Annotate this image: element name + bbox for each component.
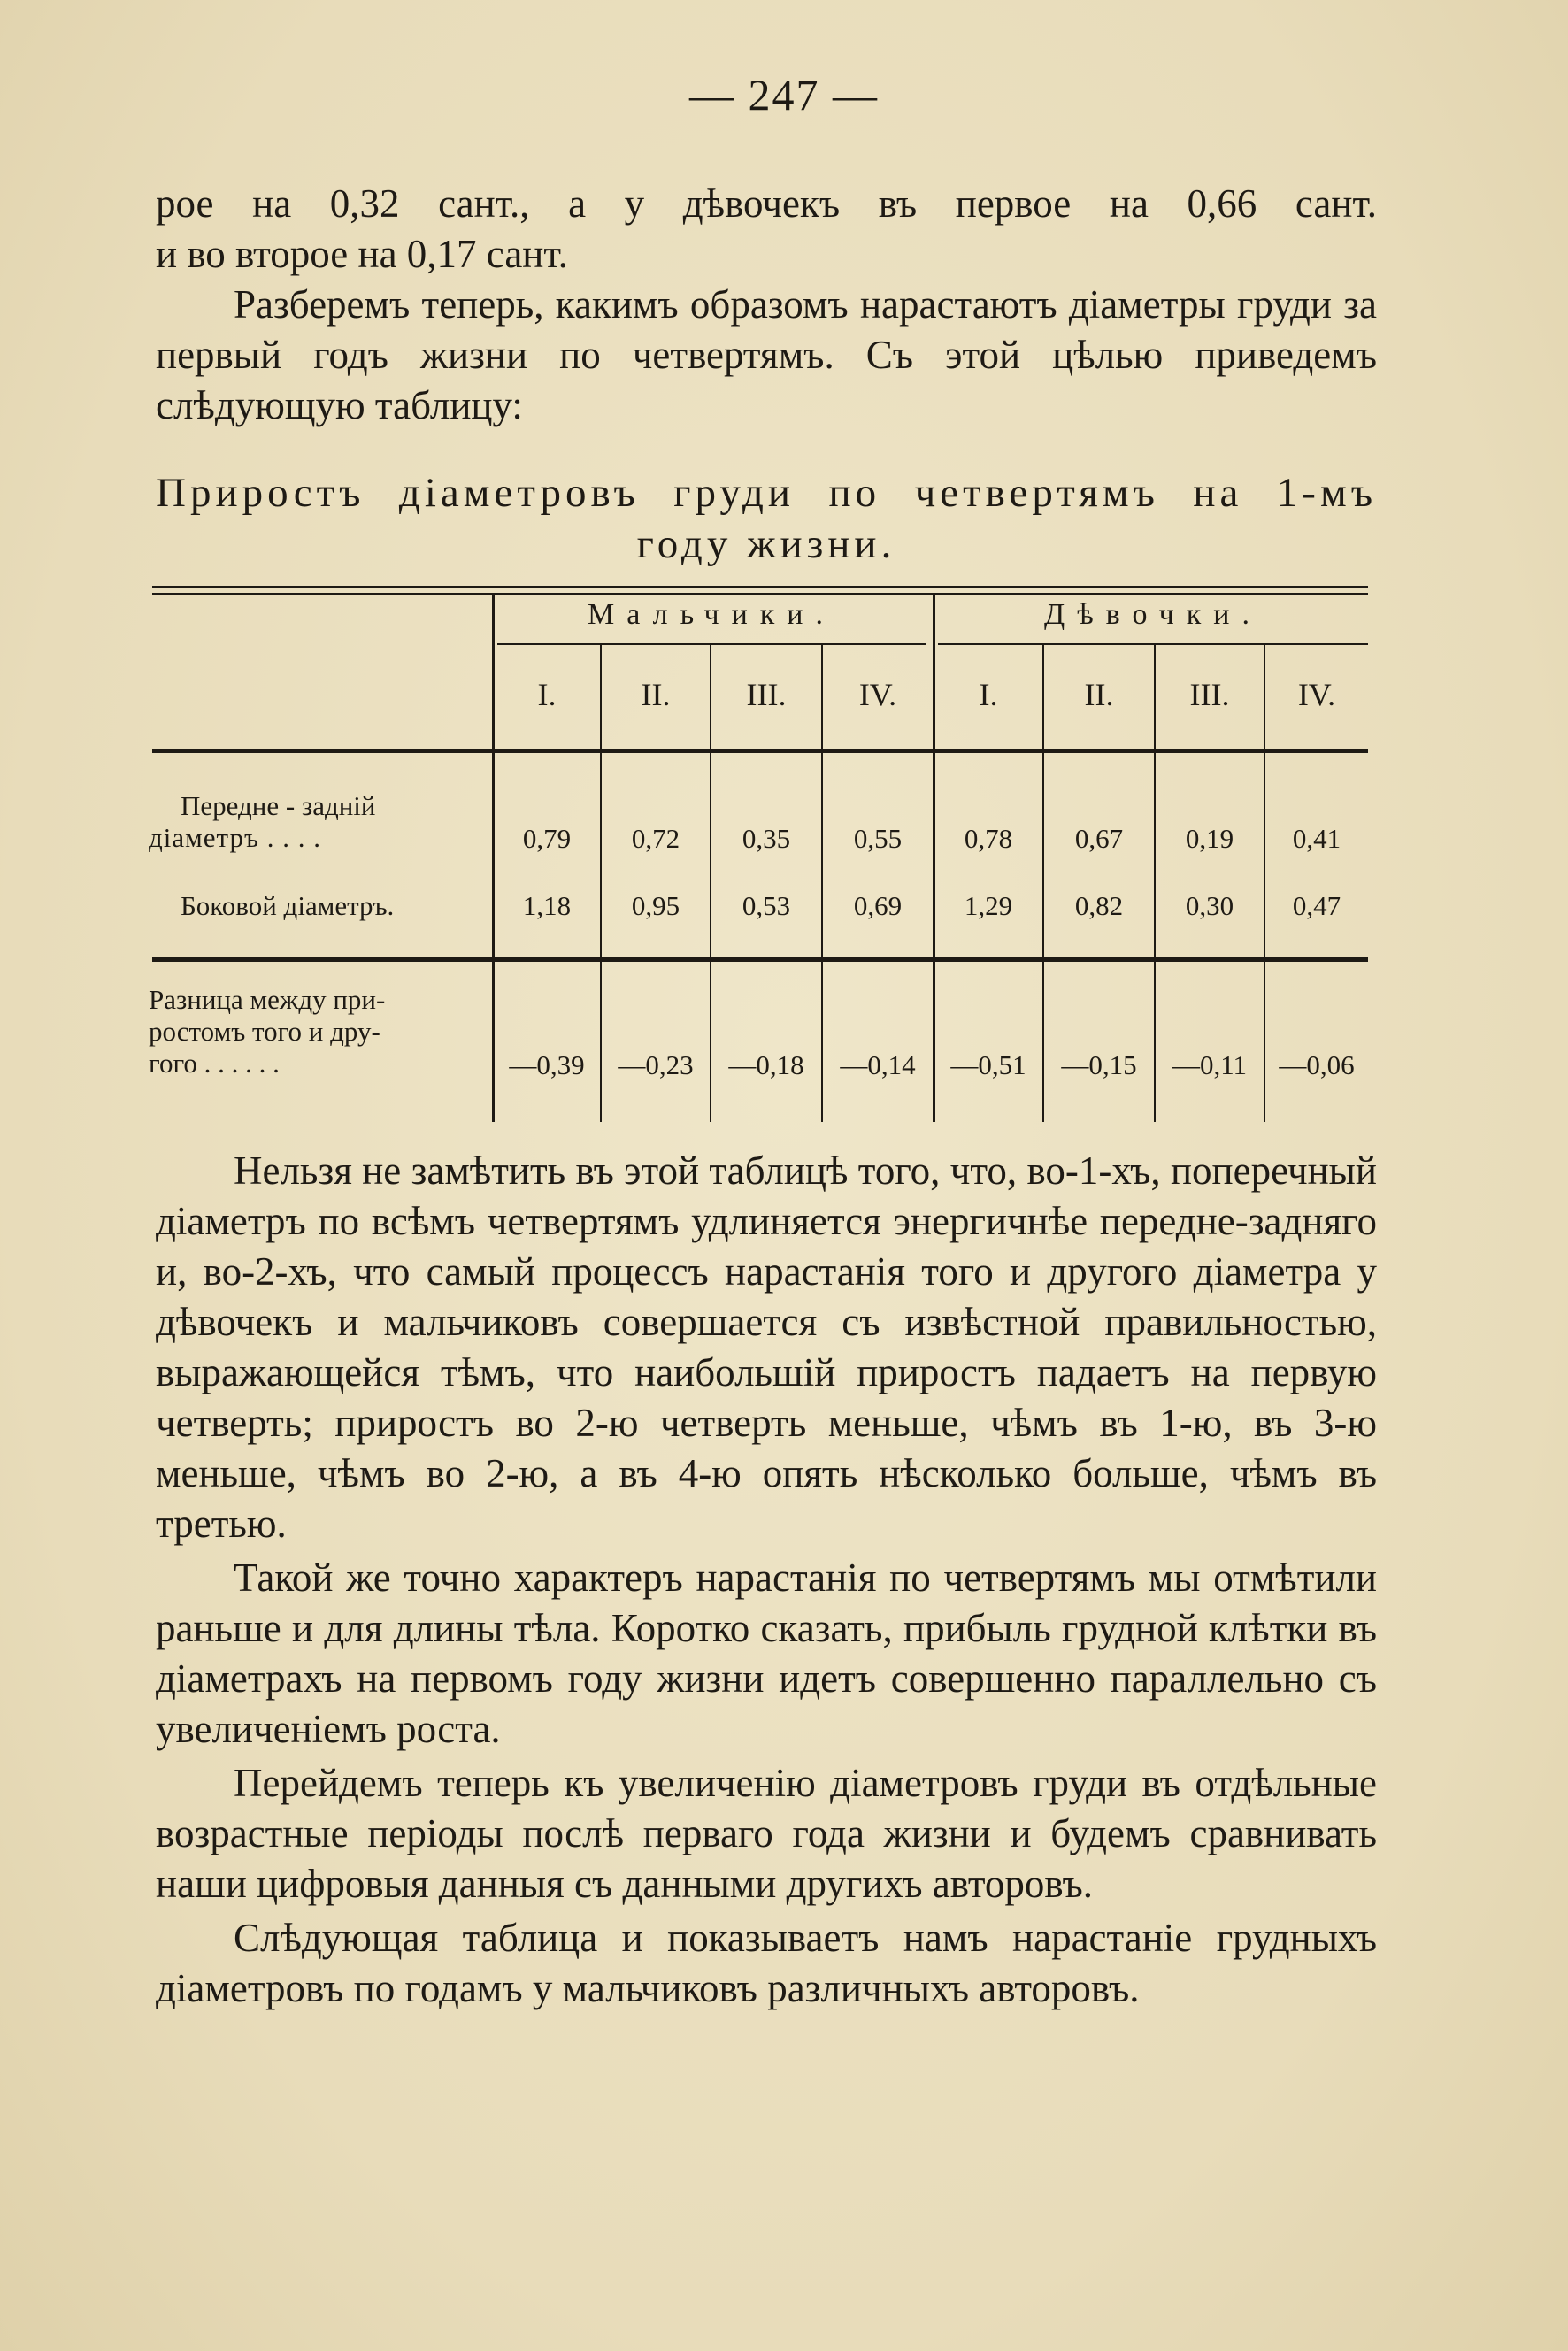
intro-line-2: и во второе на 0,17 сант. [156, 232, 568, 276]
row2-cell: 1,29 [964, 890, 1013, 921]
stub-divider [492, 595, 495, 1122]
row3-cell: —0,23 [618, 1049, 694, 1080]
row2-cell: 0,69 [853, 890, 903, 921]
header-girls-q1: I. [979, 677, 998, 712]
page-number: — 247 — [689, 70, 879, 119]
intro-line-1: рое на 0,32 сант., а у дѣвочекъ въ первое на 0,66 сант. [156, 181, 1377, 226]
header-boys-q3: III. [746, 677, 787, 712]
row1-cell: 0,55 [853, 823, 903, 854]
paragraph-1: Разберемъ теперь, какимъ образомъ нарастаютъ діаметры груди за первый годъ жизни по четвертямъ. Съ этой цѣлью приведемъ слѣдующую таблицу: [156, 282, 1377, 427]
middle-rule [152, 957, 1368, 962]
row1-label-line-2: діаметръ . . . . [149, 822, 321, 853]
row3-cell: —0,14 [840, 1049, 916, 1080]
body-text [156, 1146, 1377, 2014]
row1-cell: 0,35 [742, 823, 791, 854]
row1-cell: 0,79 [522, 823, 572, 854]
row3-cell: —0,51 [950, 1049, 1026, 1080]
row3-cell: —0,39 [509, 1049, 585, 1080]
row2-cell: 0,82 [1074, 890, 1124, 921]
row2-cell: 0,53 [742, 890, 791, 921]
row1-cell: 0,67 [1074, 823, 1124, 854]
row1-cell: 0,19 [1185, 823, 1234, 854]
paragraph-2: Нельзя не замѣтить въ этой таблицѣ того, что, во-1-хъ, поперечный діаметръ по всѣмъ четвертямъ удлиняется энергичнѣе передне-задняго и, во-2-хъ, что самый процессъ нарастанія того и другого діаметра у дѣвочекъ и мальчиковъ совершается съ извѣстной правильностью, выражающейся тѣмъ, что наибольшій приростъ падаетъ на первую четверть; приростъ во 2-ю четверть меньше, чѣмъ въ 1-ю, въ 3-ю меньше, чѣмъ во 2-ю, а въ 4-ю опять нѣсколько больше, чѣмъ въ третью. [156, 1149, 1377, 1546]
header-girls-q3: III. [1189, 677, 1230, 712]
row2-cell: 0,95 [631, 890, 680, 921]
table-title-line-2: году жизни. [636, 521, 896, 567]
header-bottom-rule [152, 749, 1368, 753]
header-boys-q2: II. [641, 677, 671, 712]
girls-group-rule [938, 643, 1368, 645]
row1-cell: 0,72 [631, 823, 680, 854]
row3-label-line-1: Разница между при- [149, 984, 386, 1015]
header-girls-q2: II. [1084, 677, 1114, 712]
boys-group-rule [497, 643, 926, 645]
header-boys: Мальчики. [587, 598, 835, 631]
row3-cell: —0,06 [1279, 1049, 1355, 1080]
row2-cell: 0,30 [1185, 890, 1234, 921]
header-girls-q4: IV. [1297, 677, 1336, 712]
table-top-rule [152, 586, 1368, 588]
row3-cell: —0,11 [1172, 1049, 1248, 1080]
header-boys-q1: I. [537, 677, 557, 712]
intro-text [156, 179, 1377, 431]
table-title-line-1: Приростъ діаметровъ груди по четвертямъ на 1-мъ [156, 470, 1377, 516]
row3-cell: —0,18 [728, 1049, 804, 1080]
group-divider [933, 595, 935, 1122]
row2-label-line-1: Боковой діаметръ. [181, 890, 395, 921]
paragraph-3: Такой же точно характеръ нарастанія по четвертямъ мы отмѣтили раньше и для длины тѣла. Коротко сказать, прибыль грудной клѣтки въ діаметрахъ на первомъ году жизни идетъ совершенно параллельно съ увеличеніемъ роста. [156, 1556, 1377, 1751]
row-label-lateral [149, 890, 473, 922]
header-girls: Дѣвочки. [1044, 598, 1262, 631]
row-label-difference [149, 984, 458, 1079]
header-boys-q4: IV. [858, 677, 897, 712]
paragraph-4: Перейдемъ теперь къ увеличенію діаметровъ груди въ отдѣльные возрастные періоды послѣ перваго года жизни и будемъ сравнивать наши цифровыя данныя съ данными другихъ авторовъ. [156, 1761, 1377, 1906]
row3-cell: —0,15 [1061, 1049, 1137, 1080]
row1-cell: 0,41 [1292, 823, 1341, 854]
row1-cell: 0,78 [964, 823, 1013, 854]
row2-cell: 1,18 [522, 890, 572, 921]
row3-label-line-2: ростомъ того и дру- [149, 1016, 380, 1047]
table-title [156, 467, 1377, 570]
table-top-rule-2 [152, 593, 1368, 595]
row-label-anteroposterior [149, 790, 458, 854]
row2-cell: 0,47 [1292, 890, 1341, 921]
paragraph-5: Слѣдующая таблица и показываетъ намъ нарастаніе грудныхъ діаметровъ по годамъ у мальчиковъ различныхъ авторовъ. [156, 1916, 1377, 2010]
row1-label-line-1: Передне - задній [181, 790, 376, 821]
row3-label-line-3: гого . . . . . . [149, 1048, 280, 1079]
